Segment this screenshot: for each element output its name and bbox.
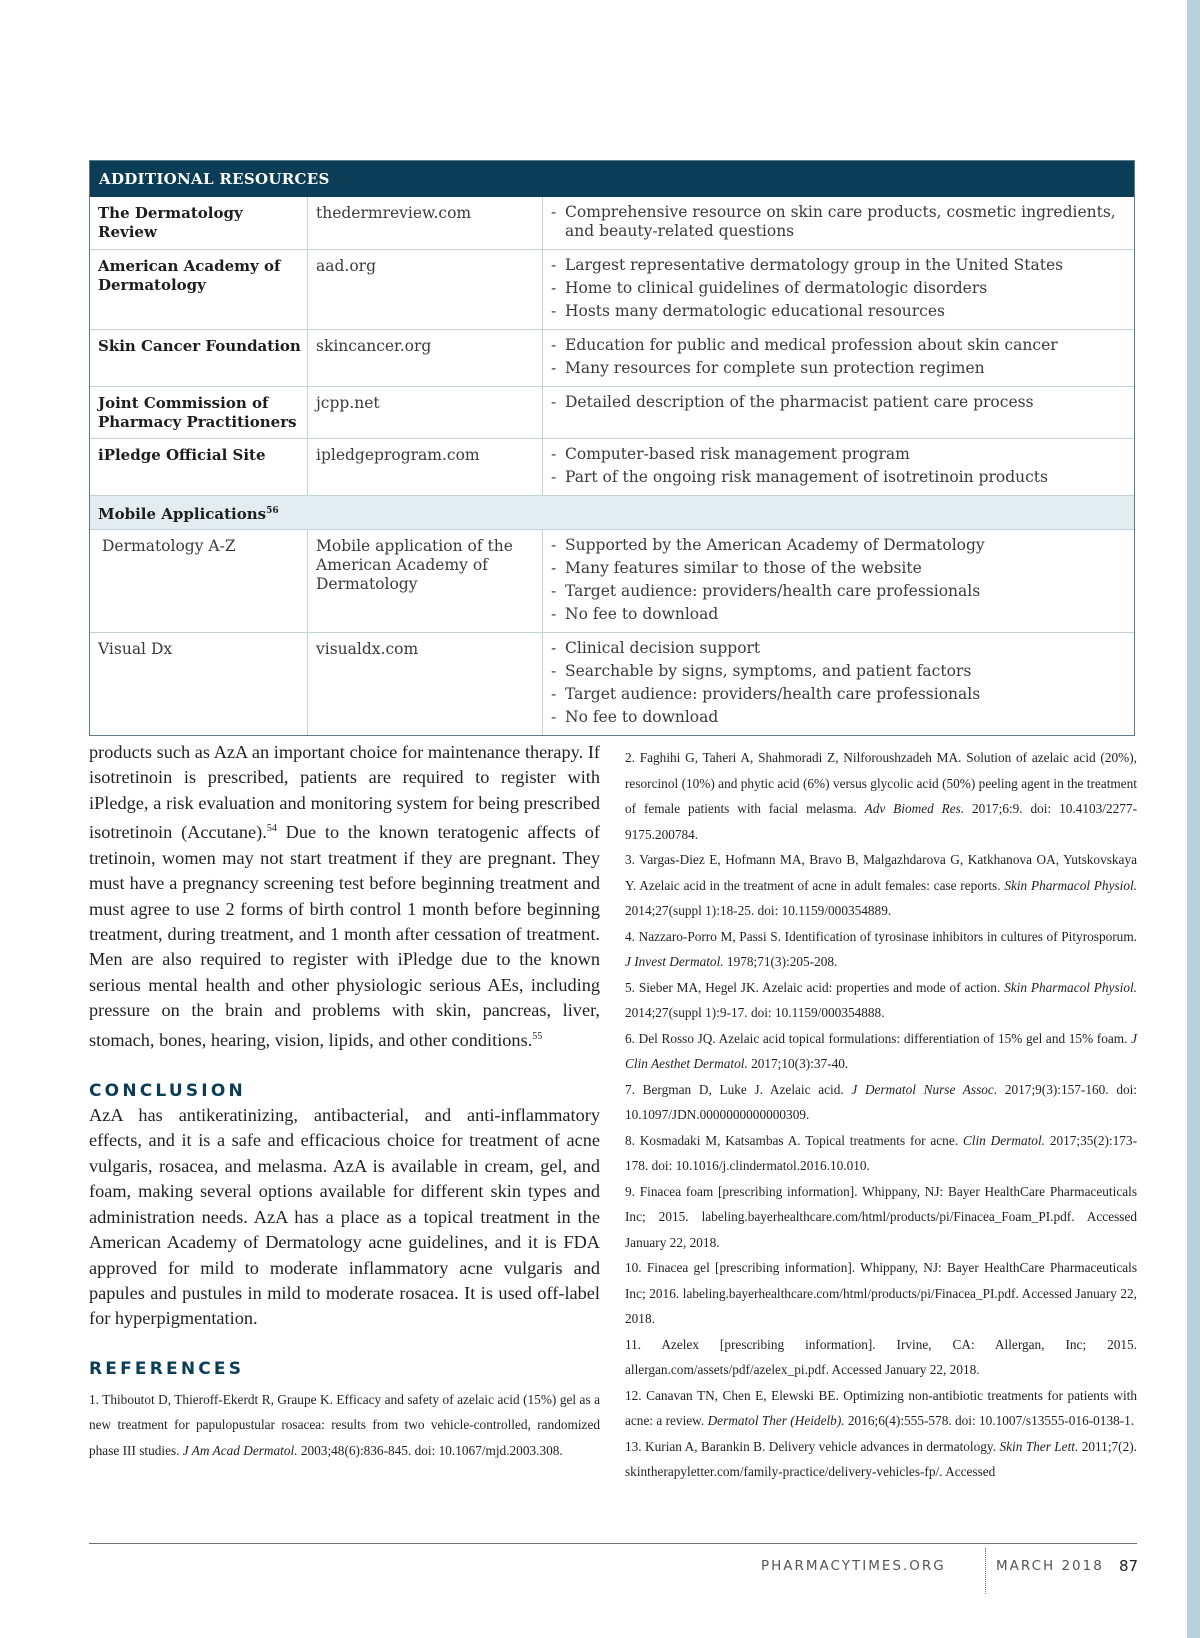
resource-description [542, 439, 1134, 495]
page-number: 87 [1119, 1557, 1139, 1575]
resource-site: ipledgeprogram.com [307, 439, 542, 495]
resource-name: Skin Cancer Foundation [98, 337, 301, 355]
bullet-item: - Supported by the American Academy of Dermatology [551, 536, 985, 554]
table-header: ADDITIONAL RESOURCES [90, 161, 1134, 197]
resource-site: aad.org [307, 250, 542, 329]
reference-item: 1. Thiboutot D, Thieroff-Ekerdt R, Graupe K. Efficacy and safety of azelaic acid (15%) gel as a new treatment for papulopustular rosacea: results from two vehicle-controlled, randomized phase III studies. J Am Acad Dermatol. 2003;48(6):836-845. doi: 10.1067/mjd.2003.308. [89, 1391, 600, 1458]
reference-item: 13. Kurian A, Barankin B. Delivery vehicle advances in dermatology. Skin Ther Lett. 2011;7(2). skintherapyletter.com/family-practice/delivery-vehicles-fp/. Accessed [625, 1438, 1137, 1479]
app-site: Mobile application of the American Academy of Dermatology [307, 530, 542, 632]
additional-resources-table [89, 160, 1135, 736]
resource-site: thedermreview.com [307, 197, 542, 249]
reference-item: 11. Azelex [prescribing information]. Irvine, CA: Allergan, Inc; 2015. allergan.com/assets/pdf/azelex_pi.pdf. Accessed January 22, 2018. [625, 1336, 1137, 1377]
reference-list-left [89, 1387, 600, 1464]
bullet-item: - Comprehensive resource on skin care products, cosmetic ingredients, and beauty-related questions [551, 203, 1116, 240]
resource-description [542, 250, 1134, 329]
app-name: Dermatology A-Z [102, 537, 236, 555]
body-column-left [89, 740, 600, 1463]
citation-superscript: 56 [266, 506, 279, 516]
app-description [542, 530, 1134, 632]
app-description [542, 633, 1134, 735]
body-paragraph: products such as AzA an important choice for maintenance therapy. If isotretinoin is prescribed, patients are required to register with iPledge, a risk evaluation and monitoring system for being prescribed isotretinoin (Accutane).$^{54}$ Due to the known teratogenic affects of tretinoin, women may not start treatment if they are pregnant. They must have a pregnancy screening test before beginning treatment and must agree to use 2 forms of birth control 1 month before beginning treatment, during treatment, and 1 month after cessation of treatment. Men are also required to register with iPledge due to the known serious mental health and other physiologic serious AEs, including pressure on the brain and problems with skin, pancreas, liver, stomach, bones, hearing, vision, lipids, and other conditions.$^{55}$ [89, 742, 600, 1050]
resource-site: jcpp.net [307, 387, 542, 438]
table-row [90, 632, 1134, 735]
bullet-item: - Computer-based risk management program [551, 445, 910, 463]
reference-item: 7. Bergman D, Luke J. Azelaic acid. J Dermatol Nurse Assoc. 2017;9(3):157-160. doi: 10.1097/JDN.0000000000000309. [625, 1081, 1138, 1122]
reference-item: 10. Finacea gel [prescribing information]. Whippany, NJ: Bayer HealthCare Pharmaceuticals Inc; 2016. labeling.bayerhealthcare.com/html/products/pi/Finacea_PI.pdf. Accessed January 22, 2018. [625, 1260, 1137, 1326]
bullet-item: - Hosts many dermatologic educational resources [551, 302, 945, 320]
resource-description [542, 387, 1134, 438]
table-row [90, 438, 1134, 495]
reference-item: 12. Canavan TN, Chen E, Elewski BE. Optimizing non-antibiotic treatments for patients with acne: a review. Dermatol Ther (Heidelb). 2016;6(4):555-578. doi: 10.1007/s13555-016-0138-1. [625, 1387, 1137, 1428]
reference-item: 4. Nazzaro-Porro M, Passi S. Identification of tyrosinase inhibitors in cultures of Pityrosporum. J Invest Dermatol. 1978;71(3):205-208. [625, 928, 1137, 969]
table-row [90, 386, 1134, 438]
reference-item: 3. Vargas-Diez E, Hofmann MA, Bravo B, Malgazhdarova G, Katkhanova OA, Yutskovskaya Y. Azelaic acid in the treatment of acne in adult females: case reports. Skin Pharmacol Physiol. 2014;27(suppl 1):18-25. doi: 10.1159/000354889. [625, 852, 1138, 918]
app-site: visualdx.com [307, 633, 542, 735]
bullet-item: - Largest representative dermatology group in the United States [551, 256, 1064, 274]
resource-name: American Academy of Dermatology [98, 257, 281, 294]
reference-item: 8. Kosmadaki M, Katsambas A. Topical treatments for acne. Clin Dermatol. 2017;35(2):173-178. doi: 10.1016/j.clindermatol.2016.10.010. [625, 1132, 1137, 1173]
resource-description [542, 330, 1134, 386]
app-name: Visual Dx [98, 640, 173, 658]
table-row [90, 197, 1134, 249]
bullet-item: - Home to clinical guidelines of dermatologic disorders [551, 279, 988, 297]
reference-item: 5. Sieber MA, Hegel JK. Azelaic acid: properties and mode of action. Skin Pharmacol Physiol. 2014;27(suppl 1):9-17. doi: 10.1159/000354888. [625, 979, 1137, 1020]
reference-item: 9. Finacea foam [prescribing information]. Whippany, NJ: Bayer HealthCare Pharmaceuticals Inc; 2015. labeling.bayerhealthcare.com/html/products/pi/Finacea_Foam_PI.pdf. Accessed January 22, 2018. [625, 1183, 1137, 1250]
reference-list-right [625, 745, 1137, 1485]
reference-item: 6. Del Rosso JQ. Azelaic acid topical formulations: differentiation of 15% gel and 15% foam. J Clin Aesthet Dermatol. 2017;10(3):37-40. [625, 1030, 1137, 1071]
bullet-item: - Education for public and medical profession about skin cancer [551, 336, 1058, 354]
table-row [90, 249, 1134, 329]
resource-site: skincancer.org [307, 330, 542, 386]
citation-superscript: 55 [532, 1030, 543, 1042]
resource-name: iPledge Official Site [98, 446, 266, 464]
conclusion-heading: CONCLUSION [89, 1081, 246, 1102]
resource-name: Joint Commission of Pharmacy Practitioners [98, 394, 297, 431]
references-heading: REFERENCES [89, 1358, 245, 1379]
page-edge-bar [1187, 0, 1200, 1638]
footer-site: PHARMACYTIMES.ORG [761, 1558, 946, 1574]
bullet-item: - Part of the ongoing risk management of isotretinoin products [551, 468, 1048, 486]
reference-item: 2. Faghihi G, Taheri A, Shahmoradi Z, Nilforoushzadeh MA. Solution of azelaic acid (20%), resorcinol (10%) and phytic acid (6%) versus glycolic acid (50%) peeling agent in the treatment of female patients with facial melasma. Adv Biomed Res. 2017;6:9. doi: 10.4103/2277-9175.200784. [625, 750, 1137, 842]
mobile-applications-subheader: Mobile Applications$^{56}$ [90, 495, 1134, 529]
bullet-item: - No fee to download [551, 605, 719, 623]
bullet-item: - Many resources for complete sun protection regimen [551, 359, 985, 377]
citation-superscript: 54 [266, 823, 277, 835]
bullet-item: - Clinical decision support [551, 639, 761, 657]
table-row [90, 329, 1134, 386]
footer-date: MARCH 2018 [996, 1558, 1104, 1574]
footer-divider [985, 1548, 986, 1594]
bullet-item: - Target audience: providers/health care professionals [551, 685, 981, 703]
footer-rule [89, 1543, 1137, 1544]
resource-name: The Dermatology Review [98, 204, 243, 241]
table-row [90, 529, 1134, 632]
bullet-item: - Target audience: providers/health care professionals [551, 582, 981, 600]
bullet-item: - No fee to download [551, 708, 719, 726]
conclusion-paragraph: AzA has antikeratinizing, antibacterial, and anti-inflammatory effects, and it is a safe and efficacious choice for treatment of acne vulgaris, rosacea, and melasma. AzA is available in cream, gel, and foam, making several options available for different skin types and administration needs. AzA has a place as a topical treatment in the American Academy of Dermatology acne guidelines, and it is FDA approved for mild to moderate inflammatory acne vulgaris and papules and pustules in mild to moderate rosacea. It is used off-label for hyperpigmentation. [89, 1105, 600, 1329]
bullet-item: - Searchable by signs, symptoms, and patient factors [551, 662, 972, 680]
resource-rows [90, 197, 1134, 495]
bullet-item: - Many features similar to those of the website [551, 559, 922, 577]
bullet-item: - Detailed description of the pharmacist patient care process [551, 393, 1034, 411]
resource-description [542, 197, 1134, 249]
